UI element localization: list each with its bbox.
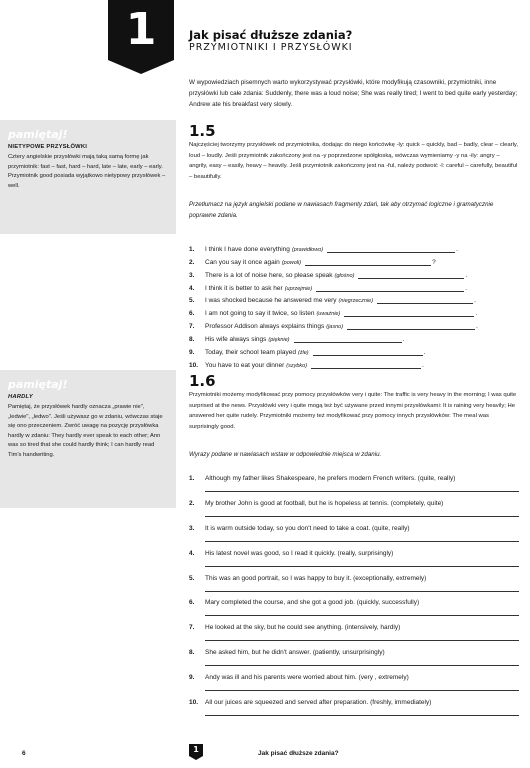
list-item <box>189 330 519 343</box>
item-text: All our juices are squeezed and served after preparation. (freshly, immediately) <box>205 699 432 707</box>
item-number: 8. <box>189 649 195 657</box>
answer-blank[interactable] <box>377 298 473 304</box>
item-hint: (uważnie) <box>316 311 341 318</box>
item-hint: (źle) <box>297 350 309 357</box>
list-item <box>189 649 519 674</box>
item-number: 10. <box>189 361 199 369</box>
answer-blank[interactable] <box>358 273 464 279</box>
list-item <box>189 699 519 724</box>
list-item <box>189 525 519 550</box>
intro-text: W wypowiedziach pisemnych warto wykorzystywać przysłówki, które modyfikują czasowniki, przymiotniki, inne przysłówki lub całe zdania: Suddenly, there was a loud noise; She was really tired; I went to bed quite early yesterday; Andrew ate his breakfast very slowly. <box>189 79 518 109</box>
footer-chapter-number: 1 <box>193 745 199 754</box>
reminder-text: Cztery angielskie przysłówki mają taką samą formę jak przymiotnik: fast – fast, hard – hard, late – late, early – early. Przymiotnik good posiada wyjątkowo nietypowy przysłówek – well. <box>8 154 166 189</box>
list-item <box>189 240 519 253</box>
reminder-heading: pamiętaj! <box>8 128 68 141</box>
reminder-subheading: HARDLY <box>8 394 33 400</box>
item-punctuation: . <box>456 245 458 253</box>
exercise-1-5-list <box>189 240 519 369</box>
reminder-box-irregular-adverbs <box>0 120 176 234</box>
list-item <box>189 266 519 279</box>
item-number: 1. <box>189 475 195 482</box>
item-number: 7. <box>189 323 195 331</box>
list-item <box>189 279 519 292</box>
list-item <box>189 475 519 500</box>
answer-line[interactable] <box>205 516 519 517</box>
answer-line[interactable] <box>205 690 519 691</box>
item-number: 3. <box>189 524 195 532</box>
item-text: Although my father likes Shakespeare, he prefers modern French writers. (quite, really) <box>205 475 456 482</box>
item-text: Today, their school team played <box>205 349 296 357</box>
item-hint: (powoli) <box>281 259 302 266</box>
exercise-number: 1.5 <box>189 122 216 140</box>
answer-line[interactable] <box>205 715 519 716</box>
exercise-instruction: Wyrazy podane w nawiasach wstaw w odpowiednie miejsca w zdaniu. <box>189 451 382 458</box>
item-text: Andy was ill and his parents were worried about him. (very , extremely) <box>205 674 409 682</box>
list-item <box>189 343 519 356</box>
exercise-explanation: Najczęściej tworzymy przysłówek od przymiotnika, dodając do niego końcówkę -ly: quick – quickly, bad – badly, clear – clearly, loud – loudly. Jeśli przymiotnik zakończony jest na -y poprzedzone spółgłoską, wówczas wymieniamy -y na -ily: angry – angrily, easy – easily, heavy – heavily. Jeśli przymiotnik zakończony jest na -ful, należy podwoić -l: careful – carefully, beautiful – beautifully. <box>189 142 519 180</box>
item-hint: (głośno) <box>334 272 355 279</box>
item-punctuation: . <box>476 323 478 331</box>
list-item <box>189 356 519 369</box>
item-hint: (niegrzecznie) <box>338 298 374 305</box>
answer-line[interactable] <box>205 665 519 666</box>
answer-blank[interactable] <box>305 260 431 266</box>
reminder-text: Pamiętaj, że przysłówek hardly oznacza „prawie nie", „ledwie", „ledwo". Jeśli używasz go w zdaniu, wówczas staje się ono przeczeniem. Zwróć uwagę na pozycję przysłówka hardly w zdaniu: They hardly ever speak to each other; Ann was so tired that she could hardly think; I can hardly read Tim's handwriting. <box>8 404 163 458</box>
intro-paragraph <box>189 77 519 111</box>
list-item <box>189 317 519 330</box>
item-punctuation: . <box>465 271 468 279</box>
exercise-explanation: Przymiotniki możemy modyfikować przy pomocy przysłówków very i quite: The traffic is very heavy in the morning; I was quite surprised at the news. Przysłówki very i quite mogą też być używane przed innymi przysłówkami: It is raining very heavily; He answered her quite rudely. Przymiotniki możemy też modyfikować przy pomocy innych przysłówków: The meal was surprisingly good. <box>189 392 517 430</box>
reminder-heading: pamiętaj! <box>8 378 68 391</box>
footer-chapter-title: Jak pisać dłuższe zdania? <box>258 750 339 757</box>
item-number: 8. <box>189 336 195 344</box>
answer-line[interactable] <box>205 591 519 592</box>
answer-blank[interactable] <box>294 337 402 343</box>
reminder-box-hardly <box>0 370 176 508</box>
exercise-instruction: Przetłumacz na język angielski podane w nawiasach fragmenty zdań, tak aby otrzymać logiczne i gramatycznie poprawne zdania. <box>189 201 494 219</box>
list-item <box>189 500 519 525</box>
footer-chapter-badge <box>189 744 203 760</box>
item-text: Mary completed the course, and she got a good job. (quickly, successfully) <box>205 599 420 607</box>
reminder-subheading: NIETYPOWE PRZYSŁÓWKI <box>8 144 88 150</box>
item-hint: (pięknie) <box>268 337 290 344</box>
answer-blank[interactable] <box>327 247 455 253</box>
chapter-title: Jak pisać dłuższe zdania? <box>189 28 353 42</box>
list-item <box>189 575 519 600</box>
answer-line[interactable] <box>205 566 519 567</box>
list-item <box>189 674 519 699</box>
page-number: 6 <box>22 750 26 757</box>
item-text: I am not going to say it twice, so listen <box>205 310 315 318</box>
item-text: She asked him, but he didn't answer. (patiently, unsurprisingly) <box>205 649 385 657</box>
item-number: 6. <box>189 310 195 318</box>
answer-line[interactable] <box>205 541 519 542</box>
item-punctuation: ? <box>432 258 436 266</box>
item-text: You have to eat your dinner <box>205 361 285 369</box>
answer-line[interactable] <box>205 615 519 616</box>
item-number: 9. <box>189 674 195 682</box>
item-text: I think I have done everything <box>205 245 290 253</box>
item-punctuation: . <box>423 349 426 357</box>
item-text: I think it is better to ask her <box>205 284 283 292</box>
item-number: 4. <box>189 284 195 292</box>
item-text: This was an good portrait, so I was happy to buy it. (exceptionally, extremely) <box>205 574 427 582</box>
answer-blank[interactable] <box>316 286 464 292</box>
item-text: Professor Addison always explains things <box>205 323 325 331</box>
item-text: He looked at the sky, but he could see anything. (intensively, hardly) <box>205 624 401 632</box>
chapter-subtitle: PRZYMIOTNIKI I PRZYSŁÓWKI <box>189 42 353 53</box>
item-hint: (szybko) <box>286 362 308 369</box>
item-text: My brother John is good at football, but he is hopeless at tennis. (completely, quite) <box>205 499 444 507</box>
list-item <box>189 292 519 305</box>
answer-blank[interactable] <box>344 311 474 317</box>
chapter-number: 1 <box>125 4 157 55</box>
answer-blank[interactable] <box>313 350 423 356</box>
item-number: 1. <box>189 245 195 253</box>
list-item <box>189 624 519 649</box>
item-number: 9. <box>189 349 195 357</box>
item-text: His wife always sings <box>205 336 267 344</box>
item-number: 10. <box>189 699 199 707</box>
item-number: 5. <box>189 574 195 582</box>
item-text: It is warm outside today, so you don't need to take a coat. (quite, really) <box>205 524 410 532</box>
answer-line[interactable] <box>205 640 519 641</box>
exercise-1-6-list <box>189 475 519 724</box>
answer-line[interactable] <box>205 491 519 492</box>
item-hint: (jasno) <box>326 324 344 331</box>
item-punctuation: . <box>422 361 424 369</box>
item-number: 3. <box>189 271 195 279</box>
answer-blank[interactable] <box>311 363 421 369</box>
list-item <box>189 599 519 624</box>
item-number: 2. <box>189 499 195 507</box>
answer-blank[interactable] <box>347 324 475 330</box>
item-number: 2. <box>189 258 195 266</box>
exercise-number: 1.6 <box>189 372 216 390</box>
item-text: Can you say it once again <box>205 258 280 266</box>
item-number: 5. <box>189 297 195 305</box>
item-text: His latest novel was good, so I read it quickly. (really, surprisingly) <box>205 549 394 557</box>
item-punctuation: . <box>465 284 468 292</box>
list-item <box>189 550 519 575</box>
item-punctuation: . <box>475 310 478 318</box>
item-hint: (prawidłowo) <box>291 246 324 253</box>
list-item <box>189 253 519 266</box>
item-number: 7. <box>189 624 195 632</box>
item-punctuation: . <box>474 297 476 305</box>
list-item <box>189 304 519 317</box>
chapter-badge <box>108 0 174 74</box>
item-number: 4. <box>189 549 195 557</box>
item-text: There is a lot of noise here, so please speak <box>205 271 333 279</box>
item-number: 6. <box>189 599 195 607</box>
item-hint: (uprzejmie) <box>284 285 313 292</box>
item-text: I was shocked because he answered me very <box>205 297 337 305</box>
item-punctuation: . <box>402 336 405 344</box>
